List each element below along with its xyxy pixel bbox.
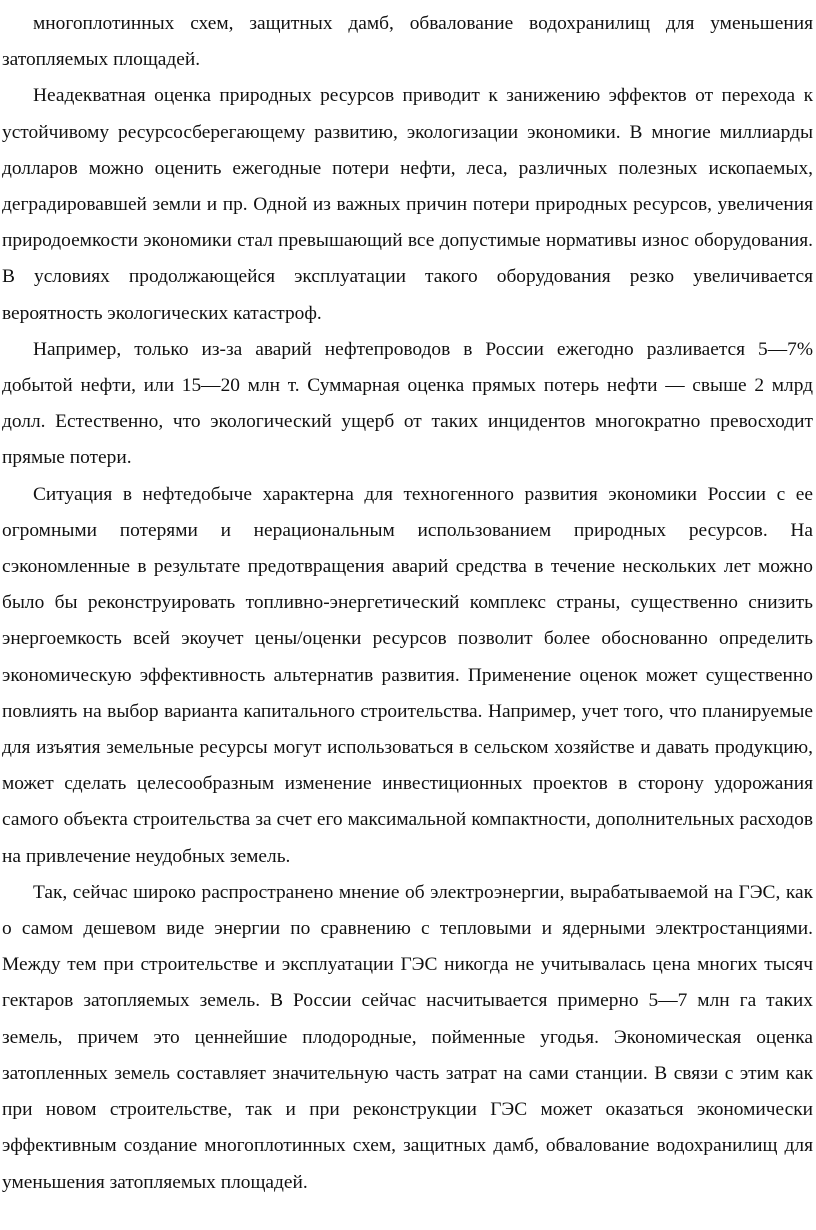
paragraph-hydropower: Так, сейчас широко распространено мнение об электроэнергии, вырабатываемой на ГЭС, как о самом дешевом виде энергии по сравнению с тепловыми и ядерными электростанциями. Между тем при строительстве и эксплуатации ГЭС никогда не учитывалась цена многих тысяч гектаров затопляемых земель. В России сейчас насчитывается примерно 5—7 млн га таких земель, причем это ценнейшие плодородные, пойменные угодья. Экономическая оценка затопленных земель составляет значительную часть затрат на сами станции. В связи с этим как при новом строительстве, так и при реконструкции ГЭС может оказаться экономически эффективным создание многоплотинных схем, защитных дамб, обвалование водохранилищ для уменьшения затопляемых площадей. <box>2 881 813 1193</box>
paragraph-continuation: многоплотинных схем, защитных дамб, обвалование водохранилищ для уменьшения затопляемых площадей. <box>2 13 813 71</box>
paragraph-oil-production-situation: Ситуация в нефтедобыче характерна для техногенного развития экономики России с ее огромными потерями и нерациональным использованием природных ресурсов. На сэкономленные в результате предотвращения аварий средства в течение нескольких лет можно было бы реконструировать топливно-энергетический комплекс страны, существенно снизить энергоемкость всей экоучет цены/оценки ресурсов позволит более обоснованно определить экономическую эффективность альтернатив развития. Применение оценок может существенно повлиять на выбор варианта капитального строительства. Например, учет того, что планируемые для изъятия земельные ресурсы могут использоваться в сельском хозяйстве и давать продукцию, может сделать целесообразным изменение инвестиционных проектов в сторону удорожания самого объекта строительства за счет его максимальной компактности, дополнительных расходов на привлечение неудобных земель. <box>2 483 813 867</box>
paragraph-resource-valuation: Неадекватная оценка природных ресурсов приводит к занижению эффектов от перехода к устойчивому ресурсосберегающему развитию, экологизации экономики. В многие миллиарды долларов можно оценить ежегодные потери нефти, леса, различных полезных ископаемых, деградировавшей земли и пр. Одной из важных причин потери природных ресурсов, увеличения природоемкости экономики стал превышающий все допустимые нормативы износ оборудования. В условиях продолжающейся эксплуатации такого оборудования резко увеличивается вероятность экологических катастроф. <box>2 85 813 324</box>
paragraph-oil-pipeline-accidents: Например, только из-за аварий нефтепроводов в России ежегодно разливается 5—7% добытой нефти, или 15—20 млн т. Суммарная оценка прямых потерь нефти — свыше 2 млрд долл. Естественно, что экологический ущерб от таких инцидентов многократно превосходит прямые потери. <box>2 338 813 469</box>
